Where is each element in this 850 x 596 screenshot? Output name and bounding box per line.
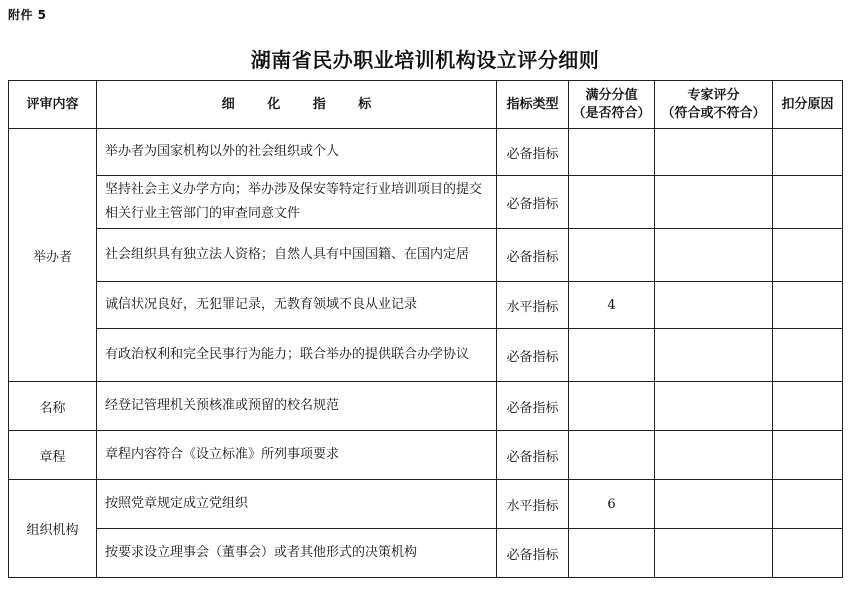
detail-cell: 经登记管理机关预核准或预留的校名规范 <box>97 382 497 431</box>
indicator-type-cell: 水平指标 <box>497 282 569 329</box>
deduct-reason-cell <box>773 229 843 282</box>
table-row <box>9 480 843 529</box>
expert-score-cell <box>655 382 773 431</box>
header-full-score-line2: （是否符合） <box>572 105 651 121</box>
full-score-cell: 6 <box>569 480 655 529</box>
detail-cell: 社会组织具有独立法人资格；自然人具有中国国籍、在国内定居 <box>97 229 497 282</box>
attachment-label: 附件 5 <box>8 8 47 22</box>
indicator-type-cell: 必备指标 <box>497 329 569 382</box>
category-cell-sponsor: 举办者 <box>9 129 97 382</box>
table-row <box>9 176 843 229</box>
category-cell-organization: 组织机构 <box>9 480 97 578</box>
indicator-type-cell: 必备指标 <box>497 129 569 176</box>
header-category: 评审内容 <box>9 81 97 129</box>
full-score-cell <box>569 431 655 480</box>
deduct-reason-cell <box>773 129 843 176</box>
expert-score-cell <box>655 431 773 480</box>
document-title: 湖南省民办职业培训机构设立评分细则 <box>250 48 600 72</box>
header-deduct-reason: 扣分原因 <box>773 81 843 129</box>
indicator-type-cell: 必备指标 <box>497 176 569 229</box>
detail-cell: 坚持社会主义办学方向；举办涉及保安等特定行业培训项目的提交相关行业主管部门的审查同意文件 <box>97 176 497 229</box>
table-row <box>9 382 843 431</box>
indicator-type-cell: 必备指标 <box>497 229 569 282</box>
deduct-reason-cell <box>773 329 843 382</box>
deduct-reason-cell <box>773 282 843 329</box>
deduct-reason-cell <box>773 176 843 229</box>
deduct-reason-cell <box>773 431 843 480</box>
table-row <box>9 529 843 578</box>
header-indicator-type: 指标类型 <box>497 81 569 129</box>
detail-cell: 举办者为国家机构以外的社会组织或个人 <box>97 129 497 176</box>
header-full-score <box>569 81 655 129</box>
expert-score-cell <box>655 329 773 382</box>
detail-cell: 有政治权利和完全民事行为能力；联合举办的提供联合办学协议 <box>97 329 497 382</box>
expert-score-cell <box>655 129 773 176</box>
deduct-reason-cell <box>773 480 843 529</box>
full-score-cell <box>569 176 655 229</box>
expert-score-cell <box>655 229 773 282</box>
header-expert-score <box>655 81 773 129</box>
expert-score-cell <box>655 480 773 529</box>
deduct-reason-cell <box>773 382 843 431</box>
table-header-row <box>9 81 843 129</box>
header-detail: 细 化 指 标 <box>97 81 497 129</box>
header-expert-line1: 专家评分 <box>687 87 740 103</box>
full-score-cell: 4 <box>569 282 655 329</box>
full-score-cell <box>569 529 655 578</box>
category-cell-name: 名称 <box>9 382 97 431</box>
full-score-cell <box>569 229 655 282</box>
scoring-rules-table <box>8 80 843 578</box>
indicator-type-cell: 必备指标 <box>497 529 569 578</box>
table-row <box>9 229 843 282</box>
table-row <box>9 329 843 382</box>
detail-cell: 按要求设立理事会（董事会）或者其他形式的决策机构 <box>97 529 497 578</box>
deduct-reason-cell <box>773 529 843 578</box>
table-row <box>9 282 843 329</box>
table-row <box>9 129 843 176</box>
full-score-cell <box>569 129 655 176</box>
expert-score-cell <box>655 529 773 578</box>
expert-score-cell <box>655 282 773 329</box>
header-expert-line2: （符合或不符合） <box>661 105 766 121</box>
full-score-cell <box>569 382 655 431</box>
indicator-type-cell: 必备指标 <box>497 431 569 480</box>
detail-cell: 诚信状况良好，无犯罪记录，无教育领域不良从业记录 <box>97 282 497 329</box>
detail-cell: 章程内容符合《设立标准》所列事项要求 <box>97 431 497 480</box>
full-score-cell <box>569 329 655 382</box>
detail-cell: 按照党章规定成立党组织 <box>97 480 497 529</box>
expert-score-cell <box>655 176 773 229</box>
indicator-type-cell: 必备指标 <box>497 382 569 431</box>
table-row <box>9 431 843 480</box>
header-full-score-line1: 满分分值 <box>585 87 638 103</box>
category-cell-charter: 章程 <box>9 431 97 480</box>
indicator-type-cell: 水平指标 <box>497 480 569 529</box>
